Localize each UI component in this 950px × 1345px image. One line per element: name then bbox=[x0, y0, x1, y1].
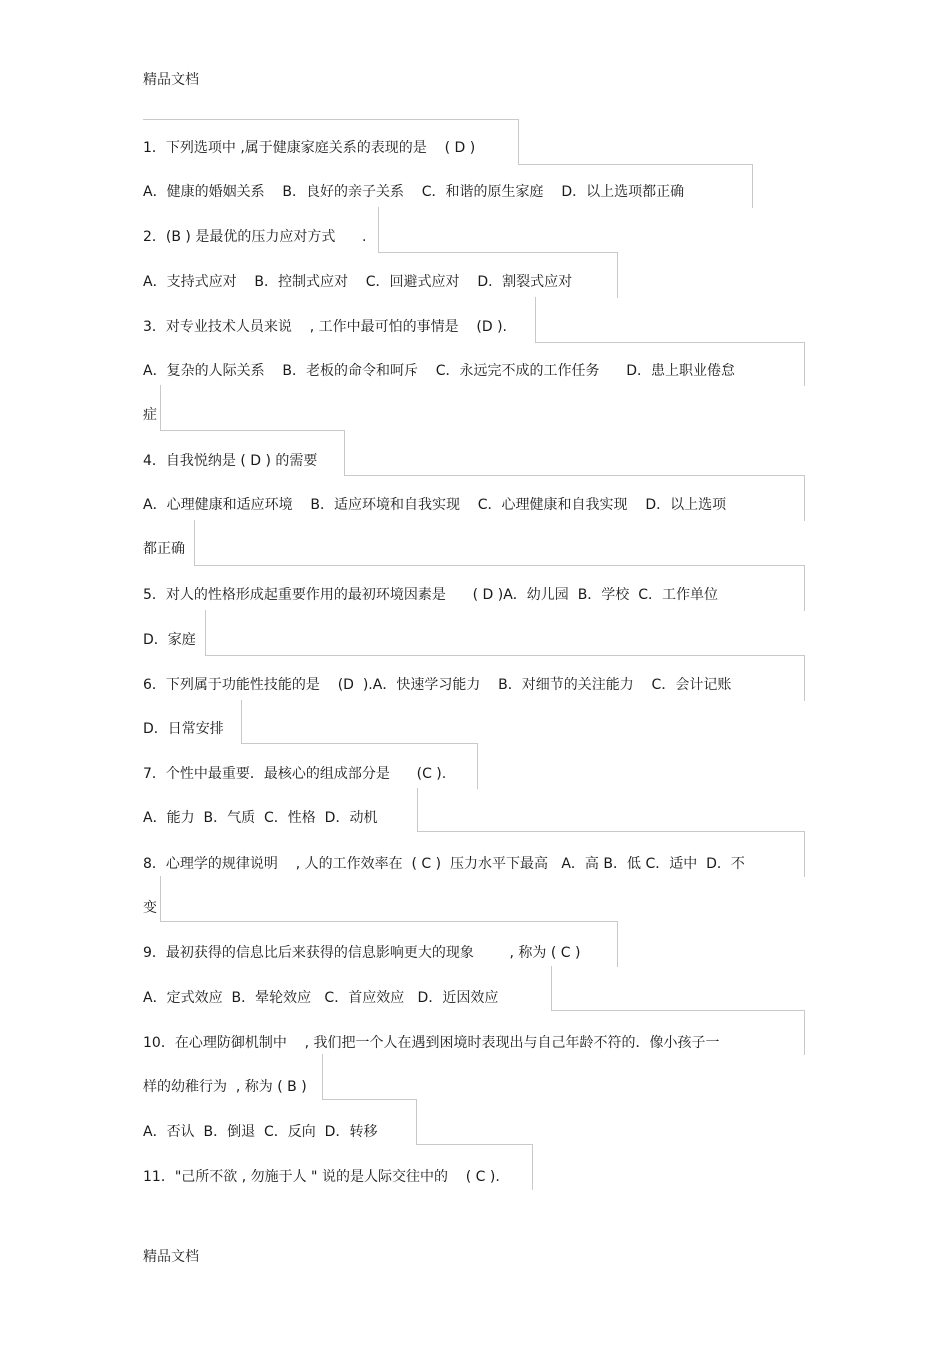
question-line: 5．对人的性格形成起重要作用的最初环境因素是 ( D )A．幼儿园 B．学校 C．工作单位 bbox=[143, 587, 718, 603]
page-header: 精品文档 bbox=[143, 72, 199, 88]
outline-box bbox=[160, 385, 161, 431]
options-line: A．支持式应对 B．控制式应对 C．回避式应对 D．割裂式应对 bbox=[143, 274, 573, 290]
question-line: 11．"己所不欲 , 勿施于人 " 说的是人际交往中的 ( C ). bbox=[143, 1169, 500, 1185]
options-line: A．健康的婚姻关系 B．良好的亲子关系 C．和谐的原生家庭 D．以上选项都正确 bbox=[143, 184, 685, 200]
options-line: A．否认 B．倒退 C．反向 D．转移 bbox=[143, 1124, 378, 1140]
outline-box bbox=[241, 700, 242, 744]
question-line: 9．最初获得的信息比后来获得的信息影响更大的现象 , 称为 ( C ) bbox=[143, 945, 581, 961]
outline-box bbox=[160, 876, 161, 922]
page-footer: 精品文档 bbox=[143, 1249, 199, 1265]
question-line-continued: 样的幼稚行为 , 称为 ( B ) bbox=[143, 1079, 307, 1095]
question-line: 6．下列属于功能性技能的是 (D ).A．快速学习能力 B．对细节的关注能力 C．会计记账 bbox=[143, 677, 732, 693]
options-line-continued: 症 bbox=[143, 407, 157, 423]
question-line: 1．下列选项中 ,属于健康家庭关系的表现的是 ( D ) bbox=[143, 140, 476, 156]
options-line-continued: 变 bbox=[143, 900, 157, 916]
question-line: 8．心理学的规律说明 , 人的工作效率在 ( C ) 压力水平下最高 A．高 B．低 C．适中 D．不 bbox=[143, 856, 745, 872]
question-line: 3．对专业技术人员来说 , 工作中最可怕的事情是 (D ). bbox=[143, 319, 508, 335]
question-line: 2．(B ) 是最优的压力应对方式 . bbox=[143, 229, 367, 245]
outline-box bbox=[205, 610, 206, 656]
question-line: 7．个性中最重要．最核心的组成部分是 (C ). bbox=[143, 766, 447, 782]
options-line-continued: D．日常安排 bbox=[143, 721, 224, 737]
question-line: 4．自我悦纳是 ( D ) 的需要 bbox=[143, 453, 318, 469]
options-line: A．复杂的人际关系 B．老板的命令和呵斥 C．永远完不成的工作任务 D．患上职业倦怠 bbox=[143, 363, 736, 379]
options-line: A．定式效应 B．晕轮效应 C．首应效应 D．近因效应 bbox=[143, 990, 499, 1006]
question-line: 10．在心理防御机制中 , 我们把一个人在遇到困境时表现出与自己年龄不符的．像小孩子一 bbox=[143, 1035, 720, 1051]
options-line: A．心理健康和适应环境 B．适应环境和自我实现 C．心理健康和自我实现 D．以上选项 bbox=[143, 497, 727, 513]
outline-box bbox=[194, 520, 195, 566]
outline-box bbox=[322, 1054, 323, 1100]
outline-box bbox=[535, 297, 536, 343]
options-line-continued: 都正确 bbox=[143, 541, 185, 557]
outline-box bbox=[551, 966, 552, 1011]
options-line-continued: D．家庭 bbox=[143, 632, 196, 648]
outline-box bbox=[417, 788, 418, 832]
options-line: A．能力 B．气质 C．性格 D．动机 bbox=[143, 810, 378, 826]
outline-box bbox=[378, 207, 379, 253]
